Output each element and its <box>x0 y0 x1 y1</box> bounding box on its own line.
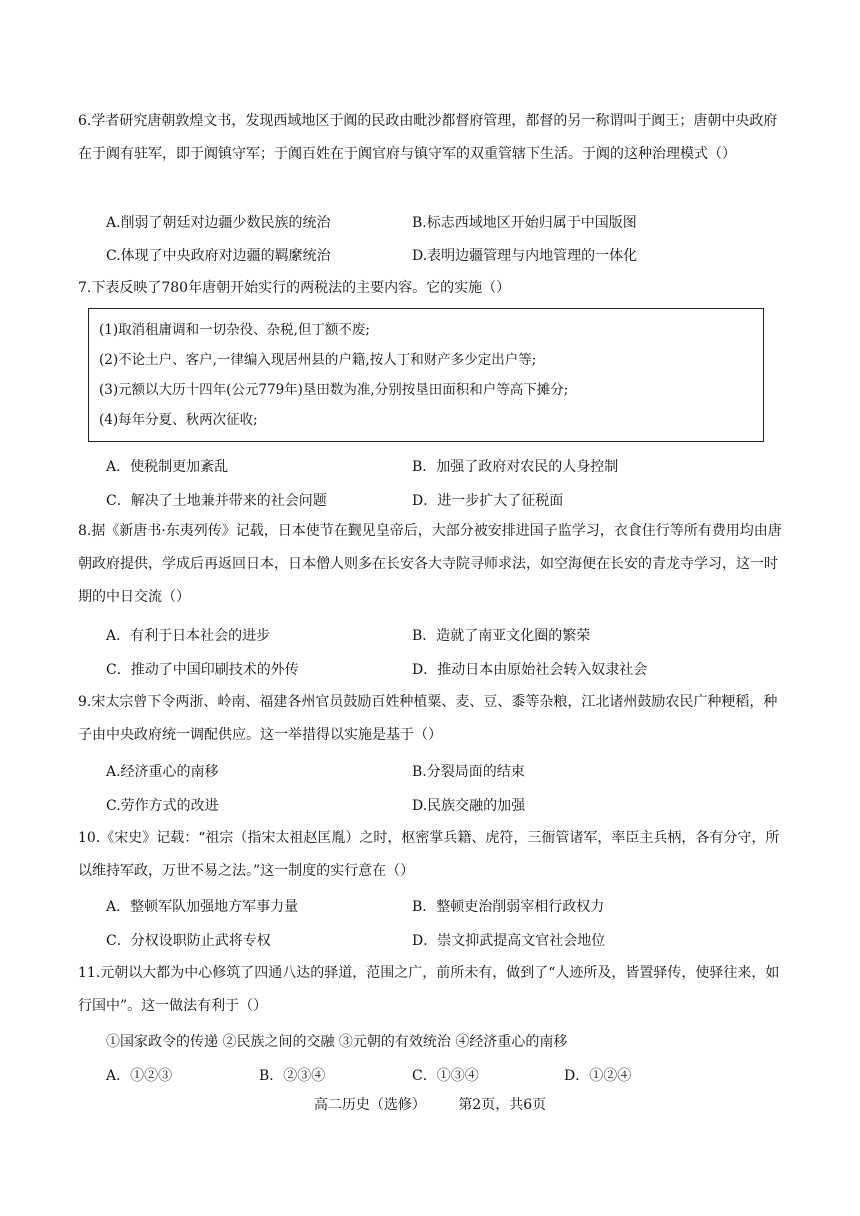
page-footer <box>0 1095 860 1115</box>
question-6-stem: 6.学者研究唐朝敦煌文书，发现西域地区于阗的民政由毗沙都督府管理，都督的另一称谓叫于阗王；唐朝中央政府在于阗有驻军，即于阗镇守军；于阗百姓在于阗官府与镇守军的双重管辖下生活。于阗的这种治理模式（） <box>78 113 778 162</box>
question-7-option-c: C．解决了土地兼并带来的社会问题 <box>106 493 327 509</box>
question-11-items: ①国家政令的传递 ②民族之间的交融 ③元朝的有效统治 ④经济重心的南移 <box>106 1034 568 1050</box>
table-row: (2)不论土户、客户,一律编入现居州县的户籍,按人丁和财产多少定出户等; <box>99 352 537 368</box>
table-row: (4)每年分夏、秋两次征收; <box>99 412 258 428</box>
question-10-option-d: D．崇文抑武提高文官社会地位 <box>412 933 606 949</box>
question-8-option-b: B．造就了南亚文化圈的繁荣 <box>412 628 591 644</box>
question-8-option-d: D．推动日本由原始社会转入奴隶社会 <box>412 662 648 678</box>
question-10-option-b: B．整顿吏治削弱宰相行政权力 <box>412 899 605 915</box>
question-11-option-a: A．①②③ <box>106 1068 173 1084</box>
question-10-option-a: A．整顿军队加强地方军事力量 <box>106 899 299 915</box>
question-9-option-b: B.分裂局面的结束 <box>412 764 525 780</box>
question-11-option-b: B．②③④ <box>259 1068 326 1084</box>
question-6-option-d: D.表明边疆管理与内地管理的一体化 <box>412 248 638 264</box>
table-row: (3)元额以大历十四年(公元779年)垦田数为准,分别按垦田面积和户等高下摊分; <box>99 382 569 398</box>
table-row: (1)取消租庸调和一切杂役、杂税,但丁额不废; <box>99 322 370 338</box>
question-9-stem: 9.宋太宗曾下令两浙、岭南、福建各州官员鼓励百姓种植粟、麦、豆、黍等杂粮，江北诸州鼓励农民广种粳稻，种子由中央政府统一调配供应。这一举措得以实施是基于（） <box>78 694 778 743</box>
question-8-option-c: C．推动了中国印刷技术的外传 <box>106 662 299 678</box>
question-7-option-a: A．使税制更加紊乱 <box>106 459 229 475</box>
footer-page-number: 第2页，共6页 <box>458 1097 547 1113</box>
question-6-option-a: A.削弱了朝廷对边疆少数民族的统治 <box>106 215 331 231</box>
question-9-option-a: A.经济重心的南移 <box>106 764 219 780</box>
question-8-stem: 8.据《新唐书·东夷列传》记载，日本使节在觐见皇帝后，大部分被安排进国子监学习，衣食住行等所有费用均由唐朝政府提供，学成后再返回日本，日本僧人则多在长安各大寺院寻师求法，如空海便在长安的青龙寺学习，这一时期的中日交流（） <box>78 523 782 605</box>
question-7-stem: 7.下表反映了780年唐朝开始实行的两税法的主要内容。它的实施（） <box>78 280 511 296</box>
question-6-option-b: B.标志西域地区开始归属于中国版图 <box>412 215 637 231</box>
question-10-option-c: C．分权设职防止武将专权 <box>106 933 271 949</box>
question-7-option-d: D．进一步扩大了征税面 <box>412 493 564 509</box>
question-11-option-c: C．①③④ <box>412 1068 479 1084</box>
question-10-stem: 10.《宋史》记载：“祖宗（指宋太祖赵匡胤）之时，枢密掌兵籍、虎符，三衙管诸军，率臣主兵柄，各有分守，所以维持军政，万世不易之法。”这一制度的实行意在（） <box>78 830 780 879</box>
two-tax-law-table <box>88 308 764 442</box>
question-9-option-c: C.劳作方式的改进 <box>106 798 219 814</box>
question-8-option-a: A．有利于日本社会的进步 <box>106 628 271 644</box>
question-6-option-c: C.体现了中央政府对边疆的羁縻统治 <box>106 248 331 264</box>
question-11-option-d: D．①②④ <box>564 1068 632 1084</box>
footer-subject: 高二历史（选修） <box>313 1097 426 1113</box>
question-11-stem: 11.元朝以大都为中心修筑了四通八达的驿道，范围之广，前所未有，做到了“人迹所及，皆置驿传，使驿往来，如行国中”。这一做法有利于（） <box>78 965 780 1014</box>
question-7-option-b: B．加强了政府对农民的人身控制 <box>412 459 619 475</box>
question-9-option-d: D.民族交融的加强 <box>412 798 526 814</box>
